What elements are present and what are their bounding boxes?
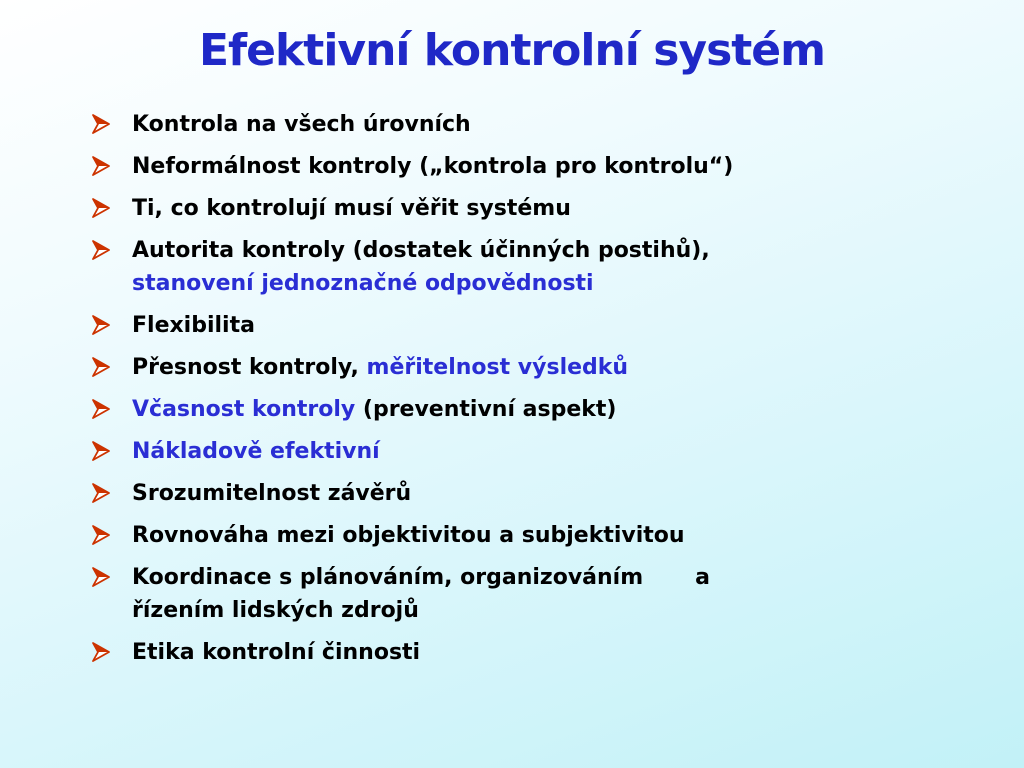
list-item-highlight: stanovení jednoznačné odpovědnosti [132,271,594,296]
list-item-text: Etika kontrolní činnosti [132,640,421,665]
arrow-bullet-icon [90,641,112,663]
bullet-list [90,108,950,678]
list-item-text: Ti, co kontrolují musí věřit systému [132,196,571,221]
arrow-bullet-icon [90,566,112,588]
list-item-text: Rovnováha mezi objektivitou a subjektivitou [132,523,685,548]
list-item-highlight: Včasnost kontroly [132,397,356,422]
arrow-bullet-icon [90,524,112,546]
arrow-bullet-icon [90,239,112,261]
arrow-bullet-icon [90,314,112,336]
list-item [90,351,950,384]
list-item-text-line2: řízením lidských zdrojů [132,598,419,623]
list-item [90,561,950,627]
list-item-text: Flexibilita [132,313,255,338]
arrow-bullet-icon [90,155,112,177]
list-item-text: Srozumitelnost závěrů [132,481,412,506]
arrow-bullet-icon [90,398,112,420]
list-item [90,435,950,468]
list-item-text: (preventivní aspekt) [355,397,617,422]
list-item [90,234,950,300]
arrow-bullet-icon [90,482,112,504]
list-item [90,192,950,225]
list-item [90,108,950,141]
list-item-text: Neformálnost kontroly („kontrola pro kontrolu“) [132,154,734,179]
list-item-text: Autorita kontroly (dostatek účinných postihů), [132,238,710,263]
list-item-text: Kontrola na všech úrovních [132,112,471,137]
arrow-bullet-icon [90,113,112,135]
list-item-highlight: měřitelnost výsledků [366,355,629,380]
list-item-text: Koordinace s plánováním, organizováním [132,565,644,590]
slide-title: Efektivní kontrolní systém [198,25,825,76]
list-item [90,393,950,426]
list-item [90,477,950,510]
list-item [90,519,950,552]
arrow-bullet-icon [90,356,112,378]
list-item-text: Přesnost kontroly, [132,355,367,380]
list-item-highlight: Nákladově efektivní [132,439,380,464]
arrow-bullet-icon [90,197,112,219]
arrow-bullet-icon [90,440,112,462]
list-item-text-end: a [695,565,711,590]
list-item [90,150,950,183]
list-item [90,636,950,669]
list-item [90,309,950,342]
